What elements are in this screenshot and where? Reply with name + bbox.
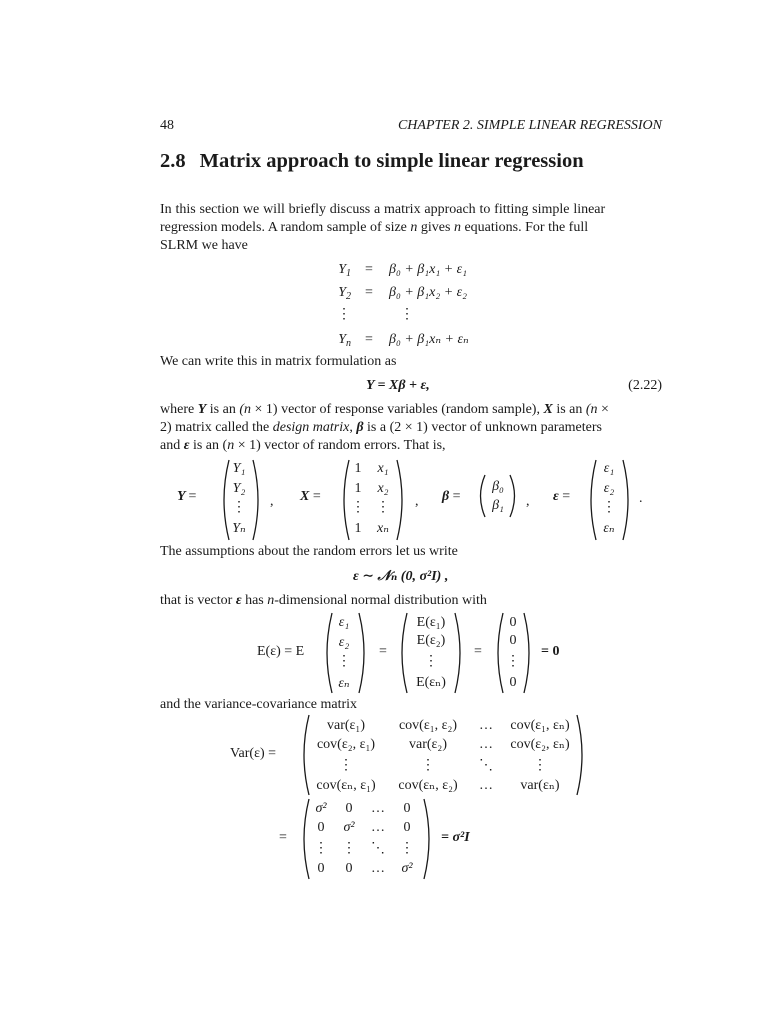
right-paren	[250, 459, 264, 541]
eq-rhs: β₀ + β₁x₁ + ε₁	[389, 262, 468, 277]
vector-entry: εₙ	[603, 521, 615, 536]
intro-line-2	[160, 219, 588, 236]
normal-distribution-equation: ε ∼ 𝒩ₙ (0, σ²I) ,	[353, 569, 449, 584]
eq-lhs: $Y_n$	[338, 332, 351, 349]
matrix-entry: 1	[354, 461, 362, 476]
equals: =	[279, 830, 287, 845]
vector-entry: Yₙ	[232, 521, 246, 536]
matrix-entry: var(ε₂)	[409, 737, 447, 752]
left-paren	[218, 459, 232, 541]
equation-number: (2.22)	[628, 378, 662, 393]
matrix-entry: σ²	[401, 861, 413, 876]
matrix-entry: x₂	[377, 481, 389, 496]
right-paren	[356, 612, 370, 694]
intro-text: gives	[417, 220, 454, 235]
vector-entry: ⋮	[337, 654, 351, 669]
beta-label: β =	[442, 489, 461, 504]
vector-entry: 0	[509, 633, 517, 648]
matrix-entry: ⋮	[342, 841, 356, 856]
matrix-entry: …	[479, 718, 493, 733]
matrix-entry: ⋱	[479, 758, 493, 773]
expectation-result: = 0	[541, 644, 560, 659]
matrix-intro: We can write this in matrix formulation as	[160, 354, 397, 369]
right-paren	[508, 474, 520, 518]
intro-line-3: SLRM we have	[160, 238, 248, 253]
vector-entry: ε₁	[603, 461, 615, 476]
vector-entry: β₁	[492, 498, 504, 513]
eq-lhs: $Y_1$	[338, 262, 351, 279]
where-line-2: 2) matrix called the design matrix, β is a (2 × 1) vector of unknown parameters	[160, 420, 602, 435]
equals: =	[474, 644, 482, 659]
eq-vdots: ⋮	[337, 307, 351, 322]
matrix-entry: ⋮	[339, 758, 353, 773]
matrix-entry: cov(ε₂, ε₁)	[316, 737, 376, 752]
left-paren	[492, 612, 506, 694]
matrix-entry: 0	[317, 820, 325, 835]
left-paren	[321, 612, 335, 694]
matrix-entry: cov(εₙ, ε₂)	[398, 778, 458, 793]
where-line-3: and ε is an (n × 1) vector of random errors. That is,	[160, 438, 446, 453]
intro-line-1: In this section we will briefly discuss a matrix approach to fitting simple linear	[160, 202, 606, 217]
page-number: 48	[160, 118, 174, 133]
section-number: 2.8	[160, 150, 186, 172]
right-paren	[394, 459, 408, 541]
vector-entry: ⋮	[232, 500, 246, 515]
matrix-entry: …	[371, 801, 385, 816]
matrix-entry: 0	[345, 861, 353, 876]
matrix-entry: 0	[403, 801, 411, 816]
matrix-entry: cov(ε₁, εₙ)	[510, 718, 570, 733]
matrix-entry: 0	[345, 801, 353, 816]
matrix-equation: Y = Xβ + ε,	[366, 378, 430, 393]
matrix-entry: cov(ε₁, ε₂)	[398, 718, 458, 733]
matrix-entry: 0	[317, 861, 325, 876]
vector-entry: E(εₙ)	[416, 675, 446, 690]
running-title: CHAPTER 2. SIMPLE LINEAR REGRESSION	[397, 118, 662, 133]
right-paren	[620, 459, 634, 541]
left-paren	[585, 459, 599, 541]
vector-entry: 0	[509, 615, 517, 630]
assumptions-intro: The assumptions about the random errors let us write	[160, 544, 458, 559]
matrix-entry: 1	[354, 521, 362, 536]
matrix-entry: cov(εₙ, ε₁)	[316, 778, 376, 793]
eq-rhs: β₀ + β₁xₙ + εₙ	[389, 332, 469, 347]
period: .	[639, 491, 643, 506]
matrix-entry: var(ε₁)	[327, 718, 365, 733]
intro-text: equations. For the full	[460, 220, 589, 235]
vector-entry: Y₂	[232, 481, 246, 496]
vector-entry: ⋮	[602, 500, 616, 515]
matrix-entry: …	[479, 778, 493, 793]
math-n: n	[410, 220, 418, 235]
vector-entry: ε₂	[338, 635, 350, 650]
vector-entry: 0	[509, 675, 517, 690]
right-paren	[521, 612, 535, 694]
math-n: n	[453, 220, 461, 235]
matrix-entry: ⋮	[314, 841, 328, 856]
comma: ,	[270, 494, 274, 509]
vector-entry: β₀	[492, 479, 504, 494]
normal-text: that is vector ε has n-dimensional normal distribution with	[160, 593, 487, 608]
right-paren	[421, 798, 435, 880]
eq-sign: =	[365, 332, 373, 347]
matrix-entry: …	[371, 861, 385, 876]
matrix-entry: var(εₙ)	[520, 778, 560, 793]
where-line-1: where Y is an (n × 1) vector of response variables (random sample), X is an (n ×	[160, 402, 609, 417]
right-paren	[574, 714, 588, 796]
variance-lhs: Var(ε) =	[230, 746, 277, 761]
matrix-entry: ⋱	[371, 841, 385, 856]
eq-sign: =	[365, 285, 373, 300]
vector-entry: ⋮	[424, 654, 438, 669]
left-paren	[475, 474, 487, 518]
matrix-entry: ⋮	[376, 500, 390, 515]
comma: ,	[415, 494, 419, 509]
vector-entry: E(ε₁)	[416, 615, 446, 630]
left-paren	[298, 798, 312, 880]
intro-text: regression models. A random sample of size	[160, 220, 411, 235]
matrix-entry: ⋮	[400, 841, 414, 856]
vector-entry: E(ε₂)	[416, 633, 446, 648]
eq-lhs: $Y_2$	[338, 285, 351, 302]
matrix-entry: σ²	[343, 820, 355, 835]
eq-vdots: ⋮	[400, 307, 414, 322]
variance-result: = σ²I	[441, 830, 470, 845]
varcov-intro: and the variance-covariance matrix	[160, 697, 358, 712]
matrix-entry: ⋮	[421, 758, 435, 773]
vector-entry: ε₁	[338, 615, 350, 630]
vector-entry: Y₁	[232, 461, 246, 476]
X-label: X =	[300, 489, 321, 504]
left-paren	[298, 714, 312, 796]
section-heading	[160, 149, 584, 173]
comma: ,	[526, 494, 530, 509]
epsilon-label: ε =	[553, 489, 571, 504]
vector-entry: ε₂	[603, 481, 615, 496]
equals: =	[379, 644, 387, 659]
matrix-entry: 1	[354, 481, 362, 496]
Y-label: Y =	[177, 489, 197, 504]
right-paren	[452, 612, 466, 694]
matrix-entry: ⋮	[533, 758, 547, 773]
vector-entry: εₙ	[338, 676, 350, 691]
expectation-lhs: E(ε) = E	[257, 644, 305, 659]
eq-sign: =	[365, 262, 373, 277]
matrix-entry: xₙ	[377, 521, 389, 536]
matrix-entry: …	[479, 737, 493, 752]
left-paren	[396, 612, 410, 694]
matrix-entry: cov(ε₂, εₙ)	[510, 737, 570, 752]
left-paren	[338, 459, 352, 541]
matrix-entry: x₁	[377, 461, 389, 476]
matrix-entry: 0	[403, 820, 411, 835]
matrix-entry: …	[371, 820, 385, 835]
matrix-entry: ⋮	[351, 500, 365, 515]
eq-rhs: β₀ + β₁x₂ + ε₂	[389, 285, 468, 300]
matrix-entry: σ²	[315, 801, 327, 816]
section-title: Matrix approach to simple linear regression	[199, 150, 584, 172]
vector-entry: ⋮	[506, 654, 520, 669]
